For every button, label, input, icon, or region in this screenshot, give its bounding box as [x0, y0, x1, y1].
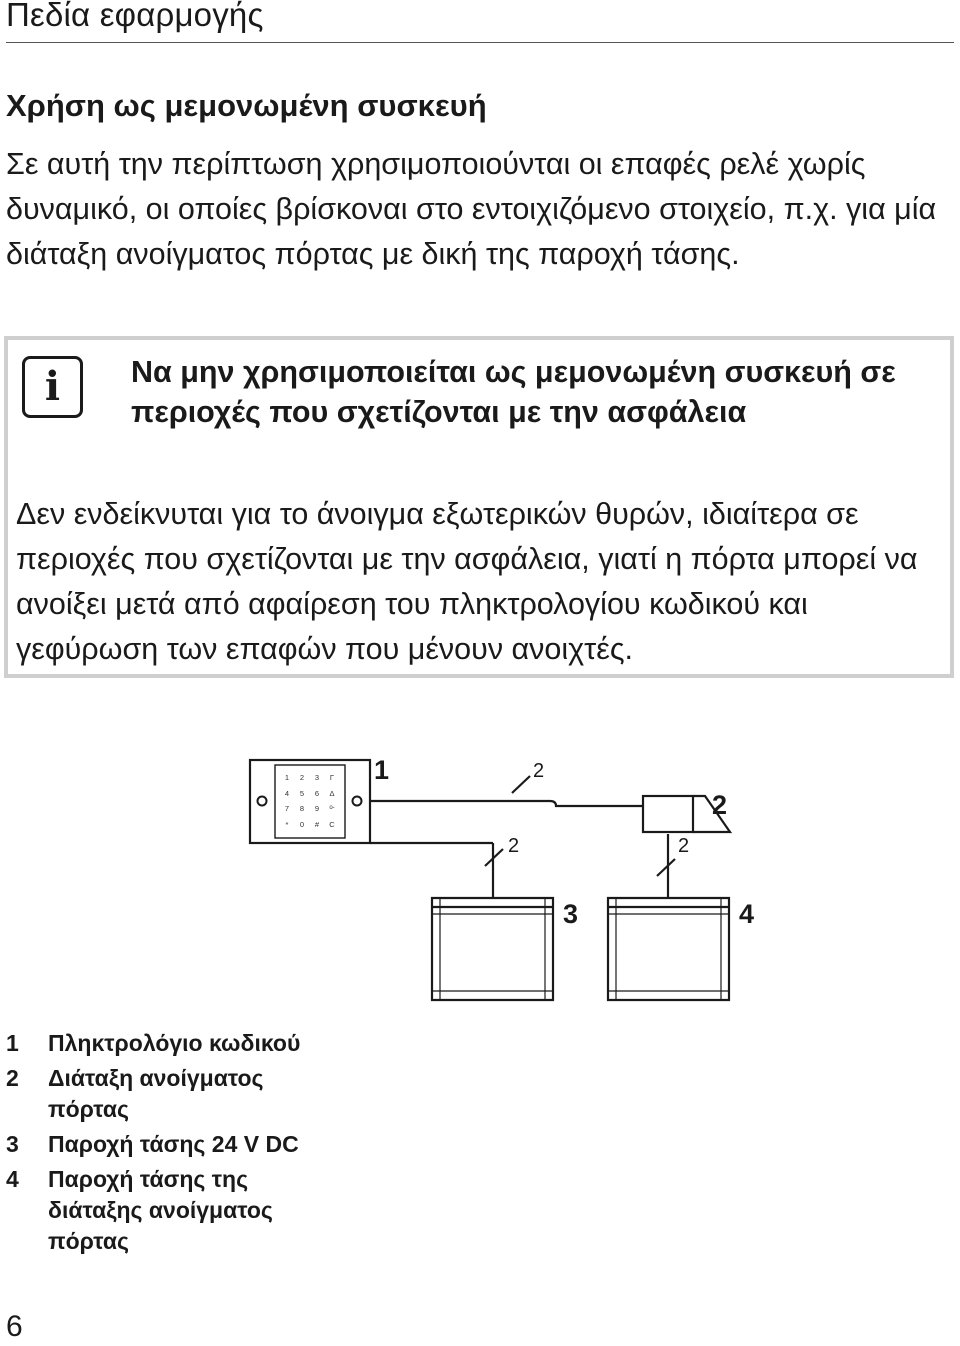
keypad-key: *	[285, 820, 289, 829]
wire-slash	[512, 776, 530, 793]
info-icon	[22, 356, 83, 418]
info-body: Δεν ενδείκνυται για το άνοιγμα εξωτερικών θυρών, ιδιαίτερα σε περιοχές που σχετίζονται με την ασφάλεια, γιατί η πόρτα μπορεί να ανοίξει μετά από αφαίρεση του πληκτρολογίου κωδικού και γεφύρωση των επαφών που μένουν ανοιχτές.	[16, 497, 918, 666]
callout-3: 3	[563, 899, 579, 929]
keypad-key: Δ	[329, 789, 335, 798]
keypad-key: 9	[314, 804, 320, 813]
keypad-key: 2	[299, 773, 305, 782]
callout-1: 1	[374, 755, 390, 785]
keypad-side-label: o-	[329, 805, 335, 811]
legend-item	[6, 1028, 348, 1059]
power-supply-24v	[432, 898, 553, 1000]
legend-item	[6, 1164, 348, 1257]
keypad-key: 5	[299, 789, 305, 798]
legend-text: Παροχή τάσης 24 V DC	[48, 1131, 299, 1157]
keypad-screw-right	[353, 797, 362, 806]
legend-number: 2	[6, 1065, 19, 1091]
wire-slash	[657, 859, 675, 876]
legend-text: Παροχή τάσης της διάταξης ανοίγματος πόρτας	[48, 1166, 273, 1254]
keypad-key: 1	[284, 773, 290, 782]
keypad-key: 7	[284, 804, 290, 813]
section-title: Πεδία εφαρμογής	[6, 0, 264, 33]
legend	[6, 1028, 348, 1261]
keypad-key: 6	[314, 789, 320, 798]
power-supply-door	[608, 898, 729, 1000]
wire-keypad-to-door	[370, 801, 643, 806]
keypad-key: 4	[284, 789, 290, 798]
info-heading: Να μην χρησιμοποιείται ως μεμονωμένη συσκευή σε περιοχές που σχετίζονται με την ασφάλεια	[131, 355, 896, 429]
callout-4: 4	[739, 899, 755, 929]
keypad-keys	[285, 773, 335, 829]
wire-count-label: 2	[678, 835, 690, 857]
wiring-diagram	[0, 740, 960, 1010]
legend-item	[6, 1063, 348, 1125]
sub-heading: Χρήση ως μεμονωμένη συσκευή	[6, 88, 487, 123]
keypad-key: Γ	[329, 773, 335, 782]
header-rule	[6, 42, 954, 43]
legend-text: Διάταξη ανοίγματος πόρτας	[48, 1065, 264, 1122]
intro-paragraph: Σε αυτή την περίπτωση χρησιμοποιούνται οι επαφές ρελέ χωρίς δυναμικό, οι οποίες βρίσκοναι στο εντοιχιζόμενο στοιχείο, π.χ. για μία διάταξη ανοίγματος πόρτας με δική της παροχή τάσης.	[6, 147, 937, 271]
legend-number: 3	[6, 1131, 19, 1157]
keypad-key: 3	[314, 773, 320, 782]
info-box	[4, 336, 954, 678]
keypad-key: C	[329, 820, 335, 829]
wire-count-label: 2	[533, 760, 545, 782]
keypad-screw-left	[258, 797, 267, 806]
keypad-key: #	[314, 820, 320, 829]
legend-text: Πληκτρολόγιο κωδικού	[48, 1030, 301, 1056]
legend-number: 4	[6, 1166, 19, 1192]
info-icon-glyph: i	[44, 363, 61, 410]
legend-item	[6, 1129, 348, 1160]
wire-count-label: 2	[508, 835, 520, 857]
keypad-key: 0	[299, 820, 305, 829]
callout-2: 2	[712, 790, 728, 820]
legend-number: 1	[6, 1030, 19, 1056]
door-opener-body	[643, 796, 693, 832]
page-number: 6	[6, 1310, 23, 1343]
keypad-key: 8	[299, 804, 305, 813]
